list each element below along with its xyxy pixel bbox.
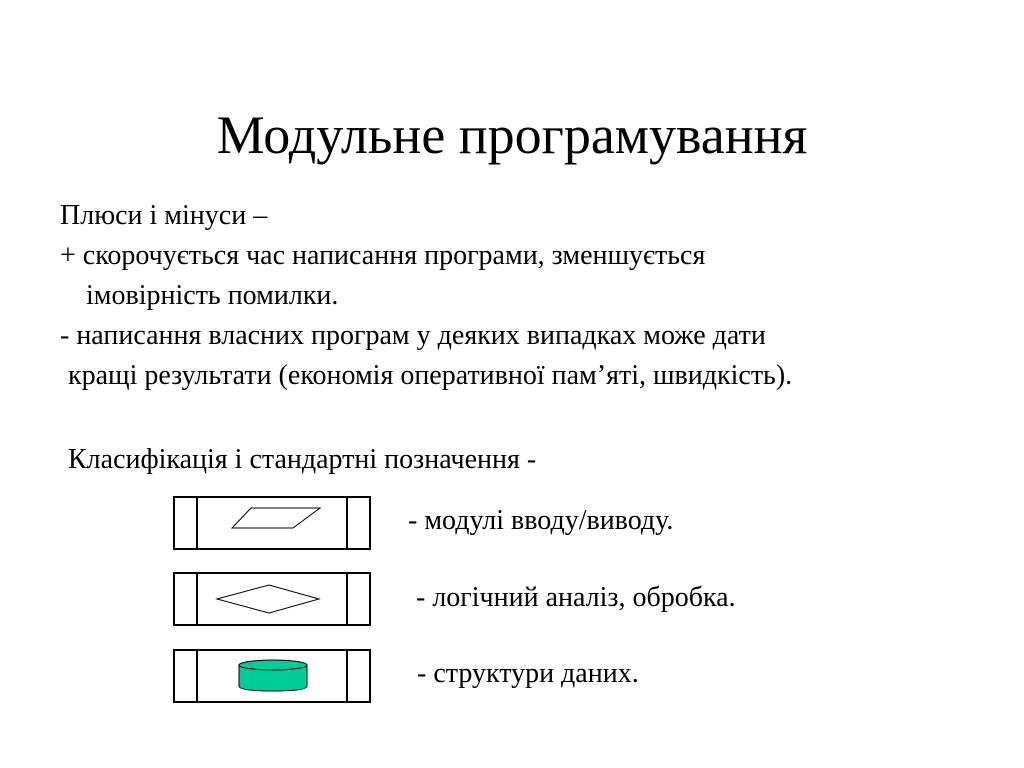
io-module-label: - модулі вводу/виводу. <box>408 505 674 536</box>
logic-analysis-label: - логічний аналіз, обробка. <box>416 582 736 613</box>
pros-cons-heading: Плюси і мінуси – <box>60 200 268 231</box>
plus-line-2: імовірність помилки. <box>86 280 339 311</box>
slide-title: Модульне програмування <box>216 105 808 165</box>
module-frame <box>173 496 371 550</box>
plus-line-1: + скорочується час написання програми, зменшується <box>60 240 706 271</box>
data-structures-label: - структури даних. <box>417 658 639 689</box>
minus-line-2: кращі результати (економія оперативної пам’яті, швидкість). <box>68 360 793 391</box>
data-structures-symbol <box>173 649 371 703</box>
module-frame <box>173 572 371 626</box>
minus-line-1: - написання власних програм у деяких випадках може дати <box>60 320 766 351</box>
cylinder-icon <box>239 660 307 691</box>
module-frame <box>173 649 371 703</box>
io-module-symbol <box>173 496 371 550</box>
logic-analysis-symbol <box>173 572 371 626</box>
classification-heading: Класифікація і стандартні позначення - <box>68 444 537 475</box>
pros-cons-block <box>60 196 1000 396</box>
